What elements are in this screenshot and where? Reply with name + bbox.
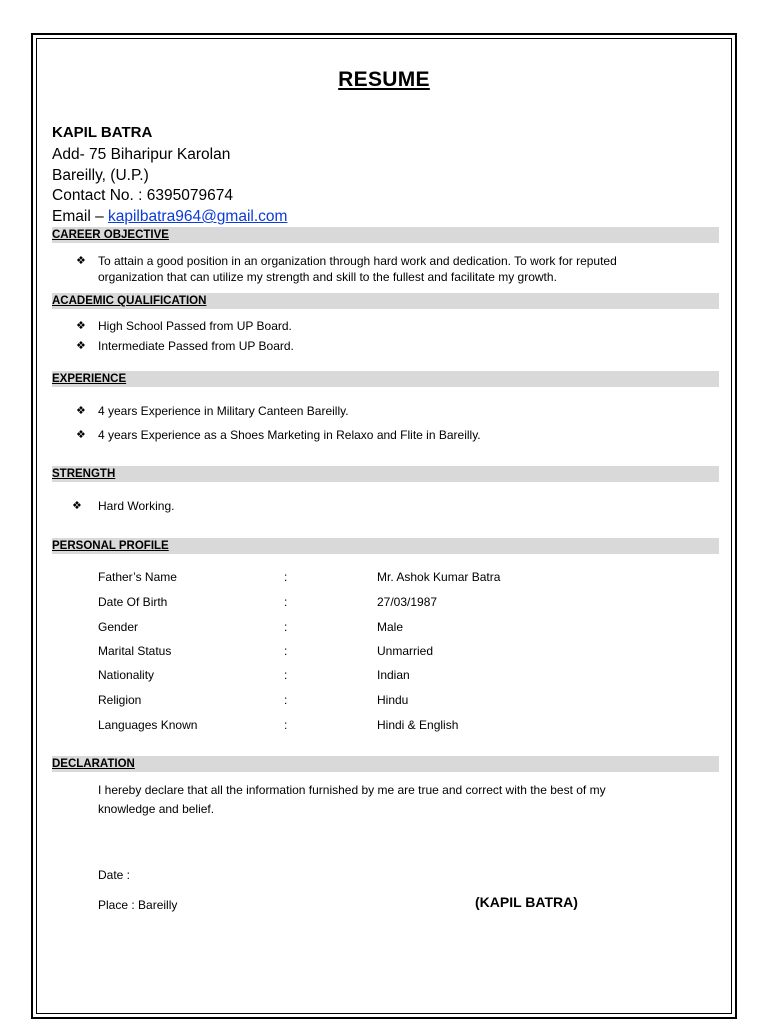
experience-item: 4 years Experience in Military Canteen Bareilly. xyxy=(98,404,349,418)
profile-separator: : xyxy=(284,693,288,707)
section-heading: ACADEMIC QUALIFICATION xyxy=(52,295,207,307)
profile-label: Religion xyxy=(98,693,142,707)
profile-row xyxy=(0,594,768,610)
section-heading: STRENGTH xyxy=(52,468,116,480)
profile-row xyxy=(0,619,768,635)
section-heading: CAREER OBJECTIVE xyxy=(52,229,169,241)
email-line xyxy=(52,207,287,227)
list-item xyxy=(76,338,294,354)
academic-item: Intermediate Passed from UP Board. xyxy=(98,339,294,353)
date-label: Date : xyxy=(98,868,131,882)
declaration-text xyxy=(98,782,708,817)
profile-label: Languages Known xyxy=(98,718,198,732)
profile-label: Nationality xyxy=(98,668,155,682)
profile-separator: : xyxy=(284,668,288,682)
profile-value: Hindu xyxy=(377,693,409,707)
bullet-diamond-icon: ❖ xyxy=(76,320,86,332)
profile-value: Unmarried xyxy=(377,644,434,658)
profile-value: 27/03/1987 xyxy=(377,595,438,609)
address-line-2: Bareilly, (U.P.) xyxy=(52,167,149,184)
list-item xyxy=(76,318,292,334)
objective-line-1: To attain a good position in an organization through hard work and dedication. To work for reputed xyxy=(98,254,617,268)
profile-value: Mr. Ashok Kumar Batra xyxy=(377,570,501,584)
section-heading: DECLARATION xyxy=(52,758,135,770)
bullet-diamond-icon: ❖ xyxy=(76,405,86,417)
email-prefix: Email – xyxy=(52,208,108,225)
email-link[interactable]: kapilbatra964@gmail.com xyxy=(108,208,288,225)
academic-item: High School Passed from UP Board. xyxy=(98,319,292,333)
contact-number: Contact No. : 6395079674 xyxy=(52,187,233,204)
address-line-1: Add- 75 Biharipur Karolan xyxy=(52,146,231,163)
section-experience xyxy=(52,371,719,387)
profile-row xyxy=(0,667,768,683)
candidate-name: KAPIL BATRA xyxy=(52,124,153,141)
declaration-line-2: knowledge and belief. xyxy=(98,802,215,816)
profile-separator: : xyxy=(284,620,288,634)
profile-label: Gender xyxy=(98,620,139,634)
section-academic-qualification xyxy=(52,293,719,309)
bullet-diamond-icon: ❖ xyxy=(76,340,86,352)
declaration-line-1: I hereby declare that all the information furnished by me are true and correct with the best of my xyxy=(98,783,606,797)
profile-row xyxy=(0,717,768,733)
profile-separator: : xyxy=(284,644,288,658)
list-item xyxy=(76,253,708,285)
profile-separator: : xyxy=(284,595,288,609)
profile-row xyxy=(0,569,768,585)
profile-separator: : xyxy=(284,570,288,584)
profile-value: Hindi & English xyxy=(377,718,459,732)
list-item xyxy=(76,403,349,419)
profile-label: Father’s Name xyxy=(98,570,177,584)
section-career-objective xyxy=(52,227,719,243)
signature-name: (KAPIL BATRA) xyxy=(475,894,578,910)
objective-line-2: organization that can utilize my strength and skill to the fullest and facilitate my growth. xyxy=(98,270,557,284)
profile-label: Marital Status xyxy=(98,644,172,658)
bullet-diamond-icon: ❖ xyxy=(76,255,86,267)
section-declaration xyxy=(52,756,719,772)
list-item xyxy=(72,498,175,514)
section-personal-profile xyxy=(52,538,719,554)
section-heading: EXPERIENCE xyxy=(52,373,127,385)
strength-item: Hard Working. xyxy=(98,499,175,513)
experience-item: 4 years Experience as a Shoes Marketing in Relaxo and Flite in Bareilly. xyxy=(98,428,481,442)
profile-separator: : xyxy=(284,718,288,732)
profile-value: Male xyxy=(377,620,404,634)
page-title: RESUME xyxy=(338,68,430,91)
profile-row xyxy=(0,643,768,659)
profile-label: Date Of Birth xyxy=(98,595,168,609)
place-label: Place : Bareilly xyxy=(98,898,178,912)
bullet-diamond-icon: ❖ xyxy=(76,429,86,441)
bullet-diamond-icon: ❖ xyxy=(72,500,82,512)
profile-value: Indian xyxy=(377,668,410,682)
section-heading: PERSONAL PROFILE xyxy=(52,540,169,552)
list-item xyxy=(76,427,481,443)
section-strength xyxy=(52,466,719,482)
profile-row xyxy=(0,692,768,708)
